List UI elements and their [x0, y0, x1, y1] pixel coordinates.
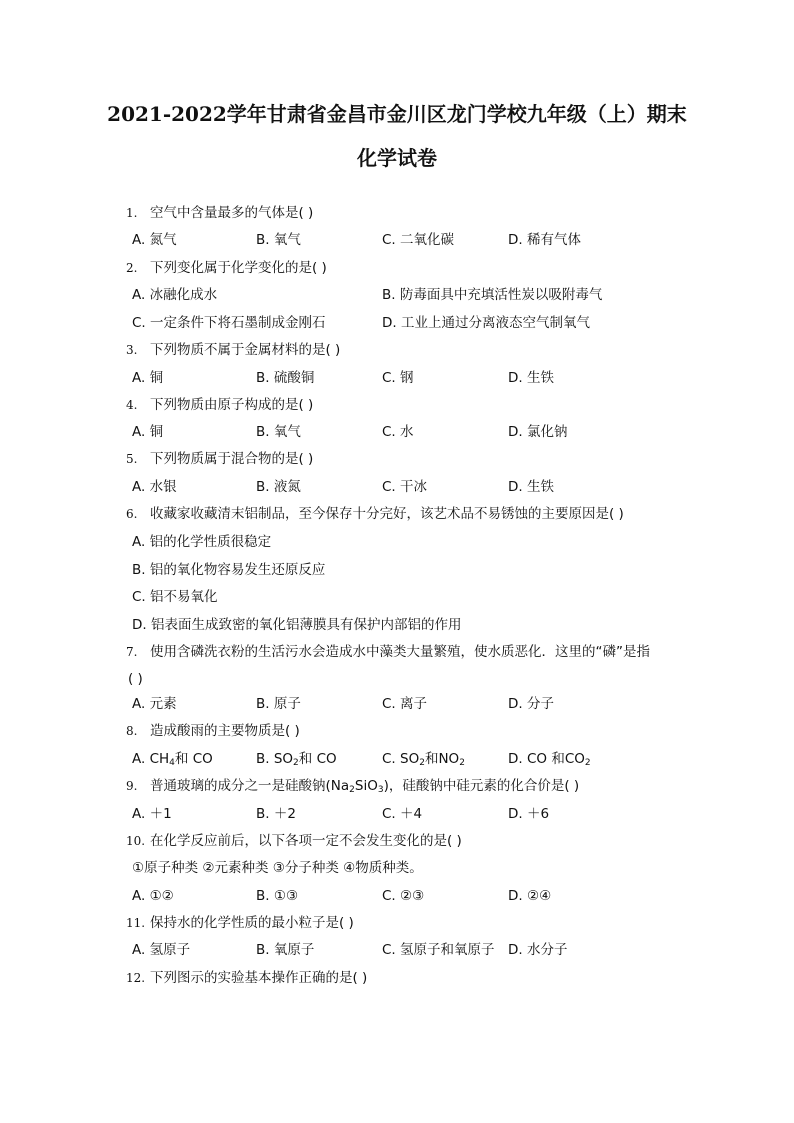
question-5	[0, 449, 794, 469]
question-10-items	[0, 858, 794, 878]
option-c: C. 氢原子和氧原子	[382, 942, 495, 958]
question-6	[0, 504, 794, 524]
option-b: B. 氧原子	[256, 942, 315, 958]
question-text: 下列图示的实验基本操作正确的是( )	[150, 970, 368, 986]
question-text: 在化学反应前后，以下各项一定不会发生变化的是( )	[150, 833, 462, 849]
question-text: 下列变化属于化学变化的是( )	[150, 260, 327, 276]
question-number: 11.	[126, 916, 146, 930]
question-10-options	[0, 886, 794, 906]
question-text: 下列物质由原子构成的是( )	[150, 397, 314, 413]
question-2-options-row2	[0, 313, 794, 333]
option-a: A. ①②	[132, 888, 174, 904]
question-7	[0, 642, 794, 662]
question-text-continuation: ( )	[128, 671, 143, 687]
question-number: 9.	[126, 779, 138, 793]
option-b: B. 原子	[256, 696, 301, 712]
question-number: 10.	[126, 834, 146, 848]
question-number: 12.	[126, 971, 146, 985]
question-5-options	[0, 477, 794, 497]
option-b: B. 氧气	[256, 232, 301, 248]
option-d: D. 氯化钠	[508, 424, 568, 440]
option-d: D. 生铁	[508, 479, 554, 495]
option-a: A. $CH_4$和 CO	[132, 751, 213, 768]
option-c: C. $SO_2$和$NO_2$	[382, 751, 465, 768]
question-6-option-b	[0, 560, 794, 580]
option-b: B. ①③	[256, 888, 299, 904]
question-6-option-d	[0, 615, 794, 635]
option-a: A. 铝的化学性质很稳定	[132, 534, 272, 550]
option-d: D. 分子	[508, 696, 554, 712]
question-9	[0, 776, 794, 796]
option-a: A. 铜	[132, 424, 164, 440]
option-d: D. 工业上通过分离液态空气制氧气	[382, 315, 590, 331]
question-4-options	[0, 422, 794, 442]
question-text: 下列物质属于混合物的是( )	[150, 451, 314, 467]
question-6-option-a	[0, 532, 794, 552]
question-7-options	[0, 694, 794, 714]
question-7-continuation	[0, 669, 794, 689]
option-a: A. 水银	[132, 479, 177, 495]
option-b: B. 防毒面具中充填活性炭以吸附毒气	[382, 287, 603, 303]
option-c: C. 钢	[382, 370, 414, 386]
question-11	[0, 913, 794, 933]
option-b: B. 液氮	[256, 479, 301, 495]
question-text: 保持水的化学性质的最小粒子是( )	[150, 915, 354, 931]
question-3-options	[0, 368, 794, 388]
option-d: D. ②④	[508, 888, 552, 904]
question-number: 1.	[126, 206, 138, 220]
option-c: C. 二氧化碳	[382, 232, 455, 248]
question-sub-items: ①原子种类 ②元素种类 ③分子种类 ④物质种类。	[132, 860, 423, 876]
option-d: D. 稀有气体	[508, 232, 581, 248]
question-6-option-c	[0, 587, 794, 607]
option-b: B. 氧气	[256, 424, 301, 440]
option-a: A. 铜	[132, 370, 164, 386]
option-d: D. CO 和$CO_2$	[508, 751, 591, 768]
option-a: A. 氮气	[132, 232, 177, 248]
option-c: C. 一定条件下将石墨制成金刚石	[132, 315, 326, 331]
option-d: D. 水分子	[508, 942, 568, 958]
option-a: A. 元素	[132, 696, 177, 712]
option-d: D. ＋6	[508, 806, 550, 822]
question-text: 下列物质不属于金属材料的是( )	[150, 342, 341, 358]
question-1	[0, 203, 794, 223]
question-1-options	[0, 230, 794, 250]
title-line-2: 化学试卷	[357, 146, 437, 170]
option-a: A. ＋1	[132, 806, 172, 822]
option-c: C. 离子	[382, 696, 428, 712]
question-2-options-row1	[0, 285, 794, 305]
option-c: C. 水	[382, 424, 414, 440]
question-number: 2.	[126, 261, 138, 275]
question-9-options	[0, 804, 794, 824]
option-c: C. 铝不易氧化	[132, 589, 218, 605]
question-number: 7.	[126, 645, 138, 659]
option-d: D. 生铁	[508, 370, 554, 386]
question-2	[0, 258, 794, 278]
question-10	[0, 831, 794, 851]
option-c: C. ②③	[382, 888, 425, 904]
question-11-options	[0, 940, 794, 960]
question-number: 8.	[126, 724, 138, 738]
option-a: A. 冰融化成水	[132, 287, 218, 303]
option-b: B. ＋2	[256, 806, 296, 822]
title-line-1: 2021-2022学年甘肃省金昌市金川区龙门学校九年级（上）期末	[107, 102, 687, 126]
option-c: C. ＋4	[382, 806, 423, 822]
question-text: 普通玻璃的成分之一是硅酸钠$(Na_2SiO_3)$，硅酸钠中硅元素的化合价是( )	[150, 778, 580, 795]
question-number: 6.	[126, 507, 138, 521]
option-a: A. 氢原子	[132, 942, 191, 958]
question-4	[0, 395, 794, 415]
question-text: 收藏家收藏清末铝制品，至今保存十分完好，该艺术品不易锈蚀的主要原因是( )	[150, 506, 624, 522]
question-8-options	[0, 749, 794, 769]
question-text: 空气中含量最多的气体是( )	[150, 205, 314, 221]
question-text: 使用含磷洗衣粉的生活污水会造成水中藻类大量繁殖，使水质恶化．这里的“磷”是指	[150, 644, 650, 660]
question-8	[0, 721, 794, 741]
question-number: 4.	[126, 398, 138, 412]
option-c: C. 干冰	[382, 479, 428, 495]
option-b: B. 硫酸铜	[256, 370, 315, 386]
question-number: 5.	[126, 452, 138, 466]
option-b: B. $SO_2$和 CO	[256, 751, 337, 768]
question-text: 造成酸雨的主要物质是( )	[150, 723, 300, 739]
option-d: D. 铝表面生成致密的氧化铝薄膜具有保护内部铝的作用	[132, 617, 462, 633]
option-b: B. 铝的氧化物容易发生还原反应	[132, 562, 326, 578]
question-3	[0, 340, 794, 360]
question-number: 3.	[126, 343, 138, 357]
question-12	[0, 968, 794, 988]
